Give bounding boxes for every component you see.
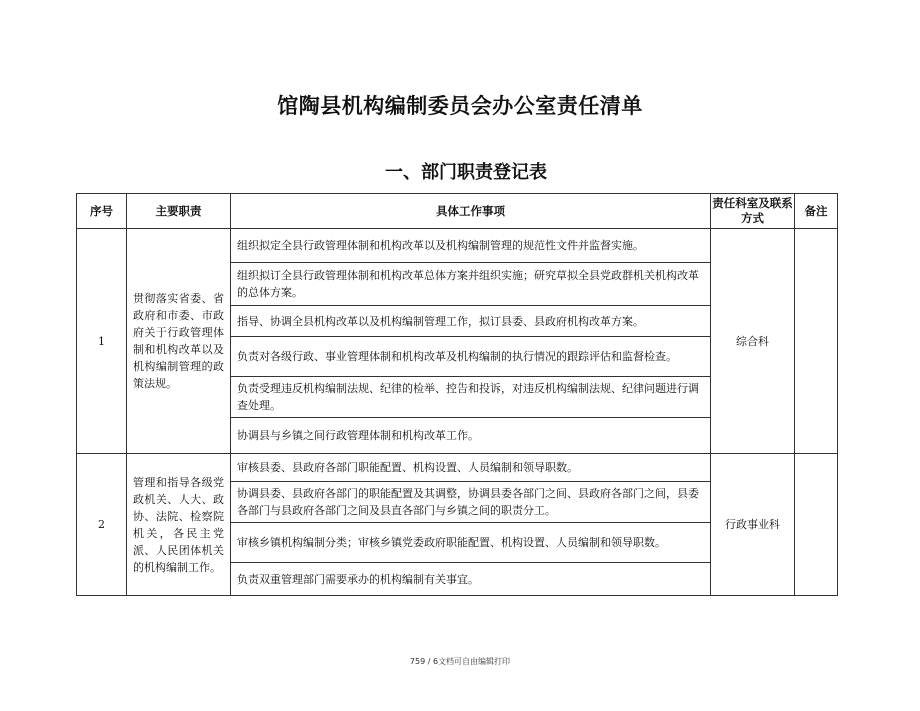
work-item: 指导、协调全县机构改革以及机构编制管理工作，拟订县委、县政府机构改革方案。	[231, 306, 711, 337]
main-duty: 管理和指导各级党政机关、人大、政协、法院、检察院机关，各民主党派、人民团体机关的机构编制工作。	[127, 454, 231, 596]
work-item: 协调县与乡镇之间行政管理体制和机构改革工作。	[231, 418, 711, 454]
header-items: 具体工作事项	[231, 194, 711, 229]
table-row	[77, 229, 838, 263]
table-row	[77, 454, 838, 482]
work-item: 组织拟订全县行政管理体制和机构改革总体方案并组织实施；研究草拟全县党政群机关机构改革的总体方案。	[231, 263, 711, 306]
header-duty: 主要职责	[127, 194, 231, 229]
note-cell	[795, 454, 838, 596]
header-dept: 责任科室及联系方式	[711, 194, 795, 229]
header-no: 序号	[77, 194, 127, 229]
work-item: 协调县委、县政府各部门的职能配置及其调整，协调县委各部门之间、县政府各部门之间，县委各部门与县政府各部门之间及县直各部门与乡镇之间的职责分工。	[231, 482, 711, 523]
document-title: 馆陶县机构编制委员会办公室责任清单	[277, 94, 643, 118]
work-item: 审核乡镇机构编制分类；审核乡镇党委政府职能配置、机构设置、人员编制和领导职数。	[231, 523, 711, 563]
row-number: 1	[77, 229, 127, 454]
work-item: 负责受理违反机构编制法规、纪律的检举、控告和投诉，对违反机构编制法规、纪律问题进行调查处理。	[231, 377, 711, 418]
responsible-dept: 综合科	[711, 229, 795, 454]
work-item: 审核县委、县政府各部门职能配置、机构设置、人员编制和领导职数。	[231, 454, 711, 482]
row-number: 2	[77, 454, 127, 596]
duty-table	[76, 193, 838, 596]
work-item: 负责对各级行政、事业管理体制和机构改革及机构编制的执行情况的跟踪评估和监督检查。	[231, 337, 711, 377]
section-title: 一、部门职责登记表	[385, 162, 547, 183]
note-cell	[795, 229, 838, 454]
main-duty: 贯彻落实省委、省政府和市委、市政府关于行政管理体制和机构改革以及机构编制管理的政策法规。	[127, 229, 231, 454]
table-header-row	[77, 194, 838, 229]
work-item: 组织拟定全县行政管理体制和机构改革以及机构编制管理的规范性文件并监督实施。	[231, 229, 711, 263]
page-footer: 759 / 6文档可自由编辑打印	[409, 657, 511, 666]
responsible-dept: 行政事业科	[711, 454, 795, 596]
header-note: 备注	[795, 194, 838, 229]
work-item: 负责双重管理部门需要承办的机构编制有关事宜。	[231, 563, 711, 596]
